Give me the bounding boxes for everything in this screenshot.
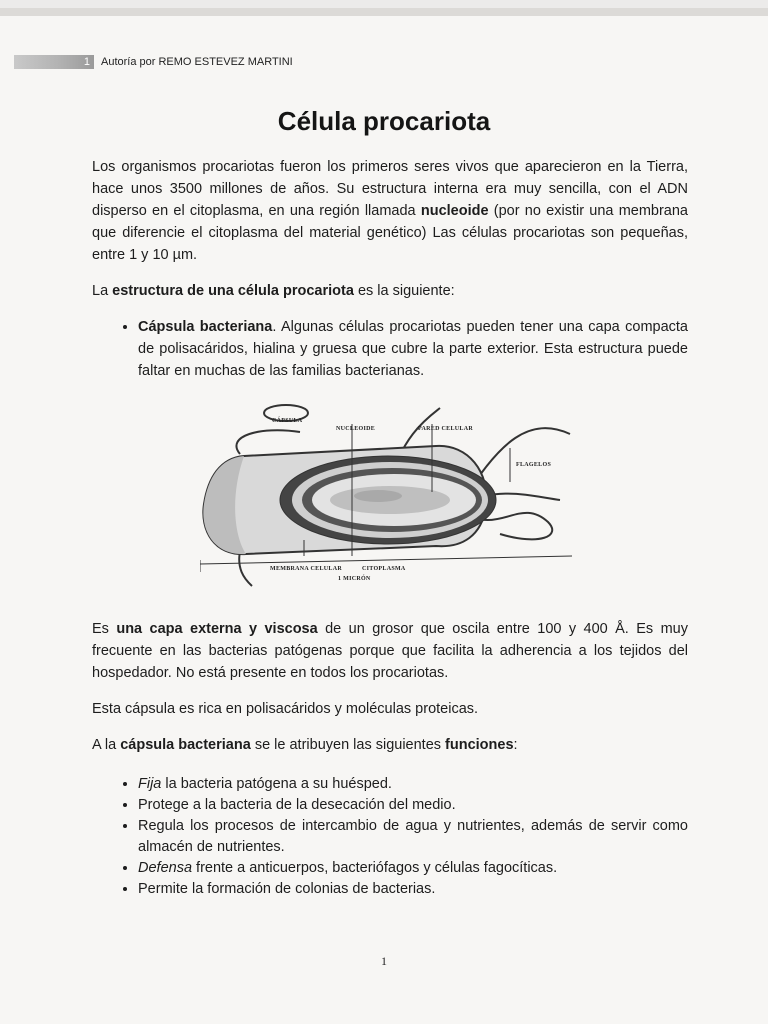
functions-list <box>92 774 688 900</box>
function-item: • Permite la formación de colonias de bacterias. <box>138 879 688 900</box>
header-page-number: 1 <box>83 56 90 68</box>
function-item: • Regula los procesos de intercambio de agua y nutrientes, además de servir como almacén de nutrientes. <box>138 816 688 858</box>
label-membrana: MEMBRANA CELULAR <box>270 566 342 572</box>
footer-page-number: 1 <box>381 954 387 968</box>
label-flagelos: FLAGELOS <box>516 462 552 468</box>
label-micron: 1 MICRÓN <box>338 576 371 582</box>
capa-paragraph: Es una capa externa y viscosa de un grosor que oscila entre 100 y 400 Å. Es muy frecuente en las bacterias patógenas porque que facilita la adherencia a los tejidos del hospedador. No está presente en todos los procariotas. <box>92 621 688 681</box>
label-nucleoide: NUCLEOIDE <box>336 426 376 432</box>
page-number-box <box>14 55 94 69</box>
structure-list <box>92 316 688 382</box>
label-citoplasma: CITOPLASMA <box>362 566 406 572</box>
prokaryote-diagram <box>200 396 580 596</box>
function-item: • Defensa frente a anticuerpos, bacteriófagos y células fagocíticas. <box>138 858 688 879</box>
page-top-edge <box>0 8 768 16</box>
document-body <box>92 156 688 900</box>
function-item: • Protege a la bacteria de la desecación del medio. <box>138 795 688 816</box>
capsule-item: • Cápsula bacteriana. Algunas células procariotas pueden tener una capa compacta de polisacáridos, hialina y gruesa que cubre la parte exterior. Esta estructura puede faltar en muchas de las familias bacterianas. <box>138 316 688 382</box>
author-line: Autoría por REMO ESTEVEZ MARTINI <box>101 56 293 68</box>
funciones-intro: A la cápsula bacteriana se le atribuyen las siguientes funciones: <box>92 737 518 753</box>
label-capsula: CÁPSULA <box>272 418 303 424</box>
intro-paragraph: Los organismos procariotas fueron los primeros seres vivos que aparecieron en la Tierra, hace unos 3500 millones de años. Su estructura interna era muy sencilla, con el ADN disperso en el citoplasma, en una región llamada nucleoide (por no existir una membrana que diferencie el citoplasma del material genético) Las células procariotas son pequeñas, entre 1 y 10 µm. <box>92 159 689 263</box>
function-item: • Fija la bacteria patógena a su huésped. <box>138 774 688 795</box>
structure-intro: La estructura de una célula procariota es la siguiente: <box>92 283 455 299</box>
page-title: Célula procariota <box>277 106 491 136</box>
document-page <box>0 8 768 1024</box>
page-header <box>14 52 293 72</box>
label-pared: PARED CELULAR <box>418 426 473 432</box>
rica-paragraph: Esta cápsula es rica en polisacáridos y moléculas proteicas. <box>92 701 479 717</box>
